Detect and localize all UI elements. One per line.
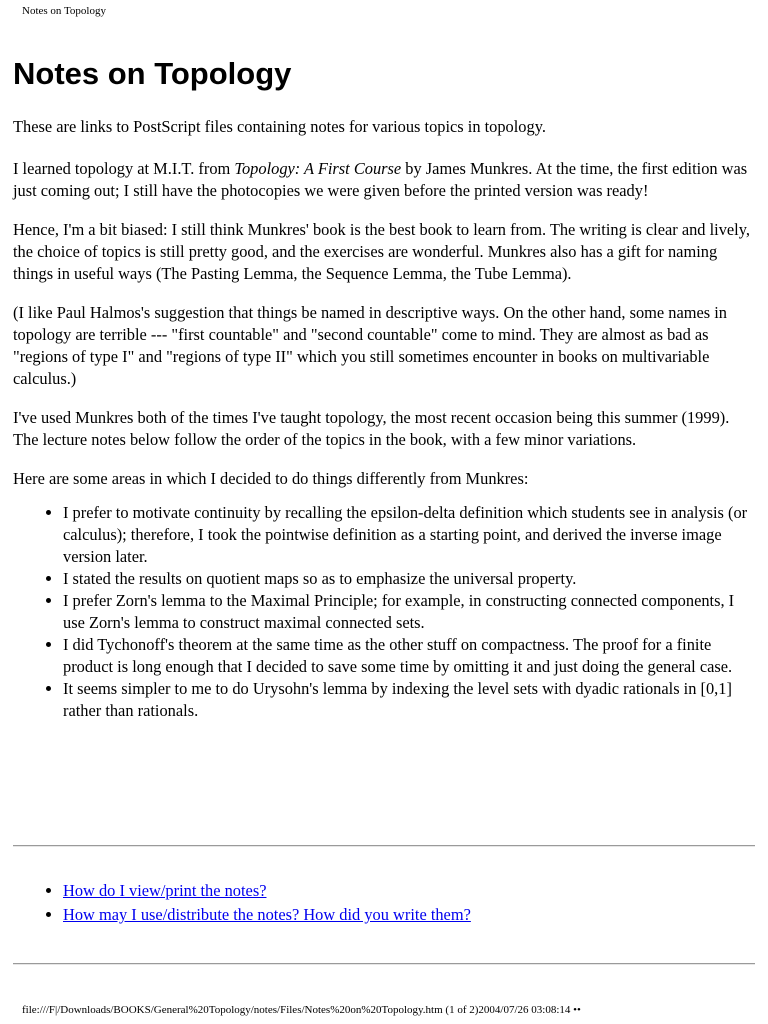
- differences-list: [13, 502, 755, 722]
- book-title: Topology: A First Course: [234, 159, 402, 178]
- halmos-paragraph: (I like Paul Halmos's suggestion that things be named in descriptive ways. On the other hand, some names in topology are terrible --- "first countable" and "second countable" come to mind. They are almost as bad as "regions of type I" and "regions of type II" which you still sometimes encounter in books on multivariable calculus.): [13, 303, 727, 388]
- page-footer-path: file:///F|/Downloads/BOOKS/General%20Topology/notes/Files/Notes%20on%20Topology.htm (1 of 2)2004/07/26 03:08:14 ••: [22, 1004, 581, 1016]
- view-print-notes-link[interactable]: How do I view/print the notes?: [63, 881, 267, 900]
- page-header-title: Notes on Topology: [22, 5, 106, 17]
- list-item: • I stated the results on quotient maps so as to emphasize the universal property.: [63, 568, 755, 590]
- use-distribute-notes-link[interactable]: How may I use/distribute the notes? How did you write them?: [63, 905, 471, 924]
- list-item: • I prefer Zorn's lemma to the Maximal Principle; for example, in constructing connected components, I use Zorn's lemma to construct maximal connected sets.: [63, 590, 755, 634]
- munkres-paragraph: [13, 158, 755, 202]
- list-item: • It seems simpler to me to do Urysohn's lemma by indexing the level sets with dyadic rationals in [0,1] rather than rationals.: [63, 678, 755, 722]
- bias-paragraph: Hence, I'm a bit biased: I still think Munkres' book is the best book to learn from. The writing is clear and lively, the choice of topics is still pretty good, and the exercises are wonderful. Munkres also has a gift for naming things in useful ways (The Pasting Lemma, the Sequence Lemma, the Tube Lemma).: [13, 220, 750, 283]
- list-item: • I did Tychonoff's theorem at the same time as the other stuff on compactness. The proof for a finite product is long enough that I decided to save some time by omitting it and just doing the general case.: [63, 634, 755, 678]
- differences-paragraph: Here are some areas in which I decided to do things differently from Munkres:: [13, 469, 529, 488]
- list-item: [63, 903, 471, 927]
- divider-bottom: [13, 963, 755, 965]
- list-item: • I prefer to motivate continuity by recalling the epsilon-delta definition which students see in analysis (or calculus); therefore, I took the pointwise definition as a starting point, and derived the inverse image version later.: [63, 502, 755, 568]
- divider-top: [13, 845, 755, 847]
- page-title: Notes on Topology: [13, 56, 292, 91]
- munkres-text-after: by James Munkres. At the time, the first edition was just coming out; I still have the photocopies we were given before the printed version was ready!: [13, 159, 748, 200]
- munkres-text-before: I learned topology at M.I.T. from: [13, 159, 235, 178]
- main-content: [13, 52, 755, 722]
- help-links-list: [13, 879, 471, 927]
- list-item: [63, 879, 471, 903]
- usage-paragraph: I've used Munkres both of the times I've taught topology, the most recent occasion being this summer (1999). The lecture notes below follow the order of the topics in the book, with a few minor variations.: [13, 408, 730, 449]
- intro-paragraph: These are links to PostScript files containing notes for various topics in topology.: [13, 117, 546, 136]
